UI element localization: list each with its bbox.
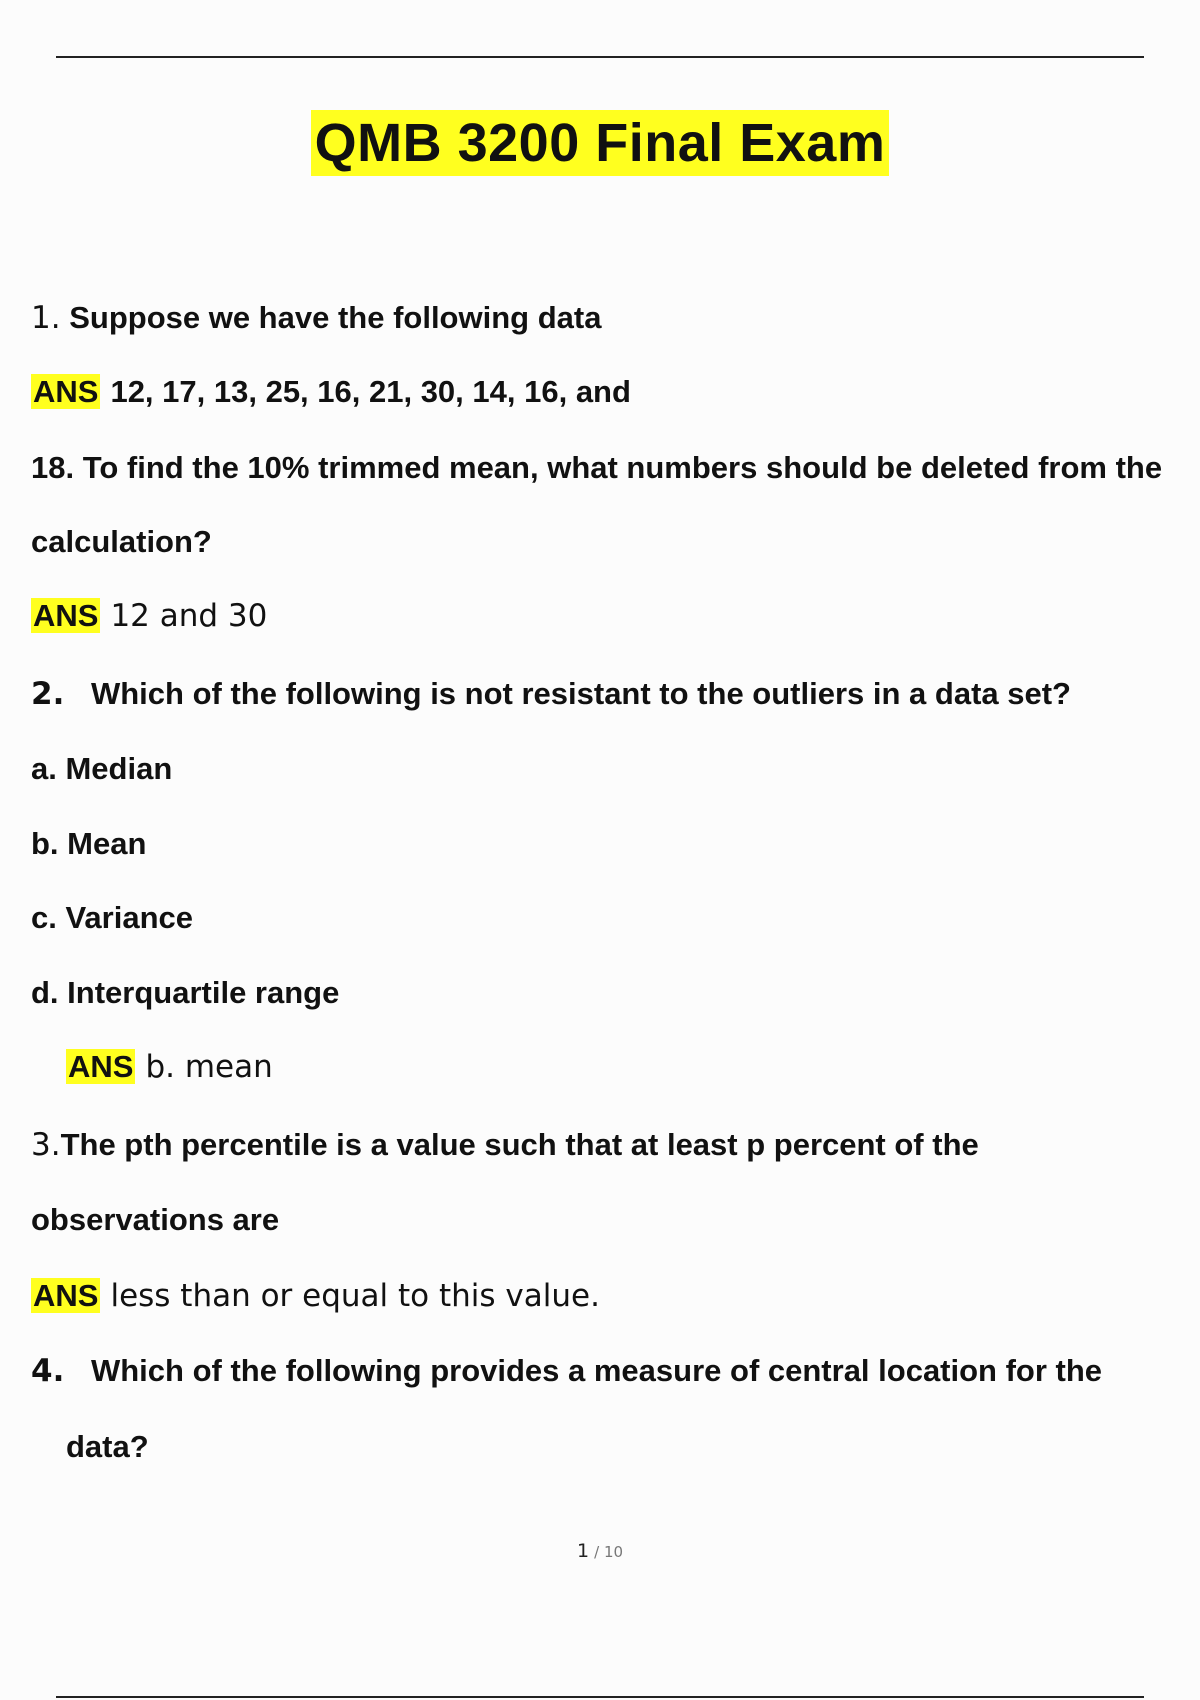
question-3 [31, 1125, 979, 1165]
question-1-number: 1. [31, 300, 61, 336]
question-3-number: 3. [31, 1127, 61, 1163]
question-1-answer: 12 and 30 [110, 598, 268, 634]
question-3-answer: less than or equal to this value. [110, 1278, 600, 1314]
question-1-answer-line [31, 596, 267, 636]
question-2-answer-line [66, 1047, 273, 1087]
ans-label: ANS [33, 1278, 99, 1313]
page-title: QMB 3200 Final Exam [311, 110, 890, 176]
question-2-answer: b. mean [145, 1049, 273, 1085]
question-2-number: 2. [31, 676, 65, 712]
question-1-continuation-2: calculation? [31, 524, 212, 559]
question-2-option-b: b. Mean [31, 826, 147, 861]
question-1-data-line [31, 372, 631, 412]
question-3-answer-line [31, 1276, 600, 1316]
ans-label: ANS [68, 1049, 134, 1084]
top-rule [56, 56, 1144, 58]
question-2-text: Which of the following is not resistant to the outliers in a data set? [90, 676, 1071, 711]
question-1 [31, 298, 601, 338]
ans-label: ANS [33, 374, 99, 409]
question-2 [31, 674, 1071, 714]
question-4-number: 4. [31, 1353, 65, 1389]
bottom-rule [56, 1696, 1144, 1698]
question-2-option-d: d. Interquartile range [31, 975, 340, 1010]
page-current: 1 [576, 1540, 590, 1562]
question-1-data: 12, 17, 13, 25, 16, 21, 30, 14, 16, and [110, 374, 631, 409]
question-4-text-2: data? [66, 1429, 149, 1464]
ans-label: ANS [33, 598, 99, 633]
question-2-option-c: c. Variance [31, 900, 194, 935]
question-1-continuation: 18. To find the 10% trimmed mean, what numbers should be deleted from the [31, 450, 1163, 485]
question-3-text-2: observations are [31, 1202, 280, 1237]
question-1-text: Suppose we have the following data [69, 300, 602, 335]
page-indicator [0, 1540, 1200, 1562]
question-4-text: Which of the following provides a measure of central location for the [90, 1353, 1103, 1388]
question-4 [31, 1351, 1102, 1391]
question-2-option-a: a. Median [31, 751, 173, 786]
title-wrap [0, 110, 1200, 176]
page-total: / 10 [594, 1543, 624, 1561]
question-3-text: The pth percentile is a value such that at least p percent of the [60, 1127, 979, 1162]
